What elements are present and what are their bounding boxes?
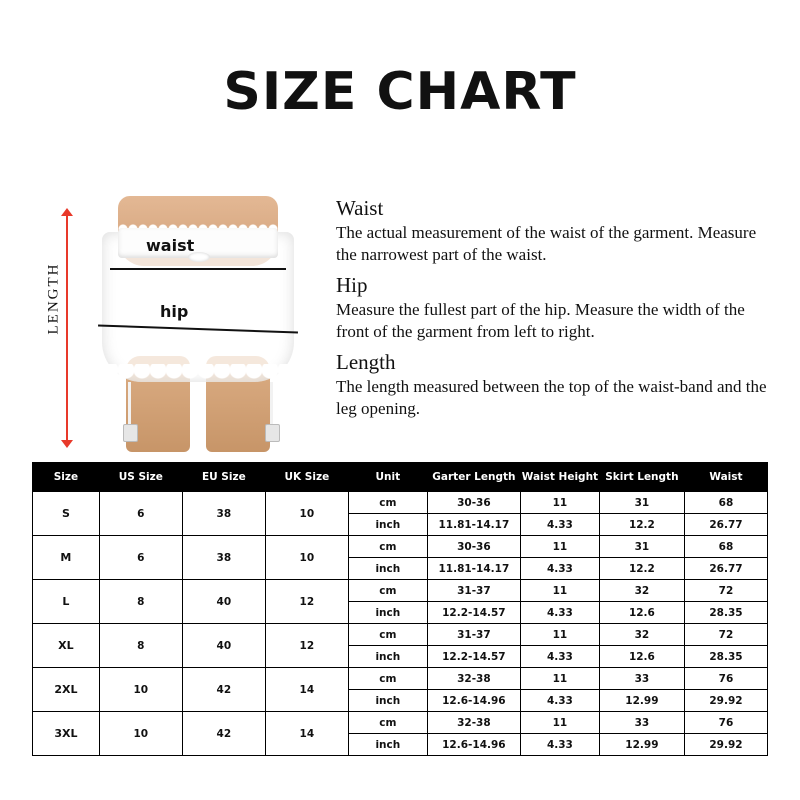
header-waist-height: Waist Height — [520, 463, 599, 492]
cell-eu: 42 — [182, 668, 265, 712]
cell-waist: 72 — [684, 624, 767, 646]
page-title: SIZE CHART — [223, 62, 577, 122]
header-waist: Waist — [684, 463, 767, 492]
definitions-list — [336, 196, 776, 427]
cell-waist-height: 11 — [520, 492, 599, 514]
cell-waist: 26.77 — [684, 514, 767, 536]
cell-size: L — [33, 580, 100, 624]
cell-waist-height: 4.33 — [520, 734, 599, 756]
cell-uk: 12 — [265, 580, 348, 624]
cell-garter: 11.81-14.17 — [427, 514, 520, 536]
definition-text-length: The length measured between the top of the waist-band and the leg opening. — [336, 377, 767, 418]
cell-skirt: 32 — [599, 580, 684, 602]
definition-text-hip: Measure the fullest part of the hip. Measure the width of the front of the garment from left to right. — [336, 300, 745, 341]
table-row — [33, 712, 768, 734]
table-row — [33, 580, 768, 602]
cell-waist-height: 11 — [520, 624, 599, 646]
cell-garter: 30-36 — [427, 492, 520, 514]
cell-waist-height: 4.33 — [520, 646, 599, 668]
arrow-down-icon — [61, 440, 73, 448]
cell-unit: cm — [348, 712, 427, 734]
size-table — [32, 462, 768, 756]
cell-eu: 42 — [182, 712, 265, 756]
cell-us: 6 — [99, 536, 182, 580]
cell-size: XL — [33, 624, 100, 668]
table-row — [33, 492, 768, 514]
cell-skirt: 12.6 — [599, 646, 684, 668]
cell-garter: 30-36 — [427, 536, 520, 558]
cell-garter: 12.2-14.57 — [427, 602, 520, 624]
cell-waist-height: 11 — [520, 712, 599, 734]
cell-waist: 29.92 — [684, 734, 767, 756]
cell-skirt: 31 — [599, 492, 684, 514]
definition-text-waist: The actual measurement of the waist of the garment. Measure the narrowest part of the waist. — [336, 223, 757, 264]
cell-unit: cm — [348, 668, 427, 690]
cell-unit: cm — [348, 492, 427, 514]
garter-strap-left — [128, 382, 131, 426]
header-eu-size: EU Size — [182, 463, 265, 492]
cell-waist-height: 11 — [520, 668, 599, 690]
waist-marker-label: waist — [146, 236, 195, 255]
cell-skirt: 12.6 — [599, 602, 684, 624]
definition-heading-length: Length — [336, 350, 396, 374]
cell-waist: 72 — [684, 580, 767, 602]
cell-waist: 76 — [684, 712, 767, 734]
cell-uk: 12 — [265, 624, 348, 668]
cell-uk: 10 — [265, 536, 348, 580]
cell-waist-height: 4.33 — [520, 690, 599, 712]
cell-garter: 31-37 — [427, 580, 520, 602]
header-skirt-length: Skirt Length — [599, 463, 684, 492]
cell-unit: inch — [348, 514, 427, 536]
cell-eu: 40 — [182, 580, 265, 624]
cell-skirt: 31 — [599, 536, 684, 558]
cell-waist: 68 — [684, 492, 767, 514]
garter-clip-right — [265, 424, 280, 442]
diagram-and-definitions — [30, 196, 770, 452]
cell-size: M — [33, 536, 100, 580]
definition-heading-waist: Waist — [336, 196, 384, 220]
cell-us: 8 — [99, 624, 182, 668]
cell-size: 2XL — [33, 668, 100, 712]
cell-skirt: 12.2 — [599, 558, 684, 580]
cell-unit: inch — [348, 646, 427, 668]
table-row — [33, 624, 768, 646]
cell-unit: inch — [348, 690, 427, 712]
cell-waist: 26.77 — [684, 558, 767, 580]
cell-garter: 32-38 — [427, 712, 520, 734]
cell-uk: 10 — [265, 492, 348, 536]
cell-waist: 68 — [684, 536, 767, 558]
cell-eu: 40 — [182, 624, 265, 668]
size-table-container — [32, 462, 768, 756]
definition-heading-hip: Hip — [336, 273, 368, 297]
cell-waist-height: 4.33 — [520, 558, 599, 580]
length-axis-label: LENGTH — [45, 262, 62, 335]
table-row — [33, 536, 768, 558]
cell-unit: cm — [348, 536, 427, 558]
cell-waist: 76 — [684, 668, 767, 690]
hip-marker-label: hip — [160, 302, 189, 321]
cell-waist: 28.35 — [684, 602, 767, 624]
header-garter-length: Garter Length — [427, 463, 520, 492]
cell-unit: inch — [348, 558, 427, 580]
cell-garter: 32-38 — [427, 668, 520, 690]
header-unit: Unit — [348, 463, 427, 492]
cell-us: 10 — [99, 668, 182, 712]
cell-waist-height: 4.33 — [520, 602, 599, 624]
cell-garter: 12.6-14.96 — [427, 734, 520, 756]
cell-garter: 11.81-14.17 — [427, 558, 520, 580]
garter-strap-right — [270, 382, 273, 426]
cell-us: 6 — [99, 492, 182, 536]
header-uk-size: UK Size — [265, 463, 348, 492]
cell-uk: 14 — [265, 668, 348, 712]
cell-skirt: 32 — [599, 624, 684, 646]
cell-waist-height: 11 — [520, 580, 599, 602]
cell-unit: cm — [348, 624, 427, 646]
table-row — [33, 668, 768, 690]
length-line — [66, 214, 68, 442]
cell-unit: inch — [348, 602, 427, 624]
cell-skirt: 33 — [599, 668, 684, 690]
cell-size: S — [33, 492, 100, 536]
cell-skirt: 12.99 — [599, 734, 684, 756]
header-size: Size — [33, 463, 100, 492]
cell-us: 10 — [99, 712, 182, 756]
cell-garter: 12.2-14.57 — [427, 646, 520, 668]
cell-garter: 31-37 — [427, 624, 520, 646]
cell-unit: inch — [348, 734, 427, 756]
cell-eu: 38 — [182, 492, 265, 536]
cell-waist: 29.92 — [684, 690, 767, 712]
cell-waist: 28.35 — [684, 646, 767, 668]
cell-uk: 14 — [265, 712, 348, 756]
cell-size: 3XL — [33, 712, 100, 756]
waist-marker-line — [110, 268, 286, 270]
product-photo — [84, 196, 314, 452]
cell-eu: 38 — [182, 536, 265, 580]
cell-skirt: 12.2 — [599, 514, 684, 536]
cell-garter: 12.6-14.96 — [427, 690, 520, 712]
garter-clip-left — [123, 424, 138, 442]
cell-waist-height: 11 — [520, 536, 599, 558]
cell-skirt: 12.99 — [599, 690, 684, 712]
cell-waist-height: 4.33 — [520, 514, 599, 536]
table-header-row — [33, 463, 768, 492]
cell-skirt: 33 — [599, 712, 684, 734]
cell-unit: cm — [348, 580, 427, 602]
length-measurement-axis — [40, 208, 74, 448]
header-us-size: US Size — [99, 463, 182, 492]
cell-us: 8 — [99, 580, 182, 624]
